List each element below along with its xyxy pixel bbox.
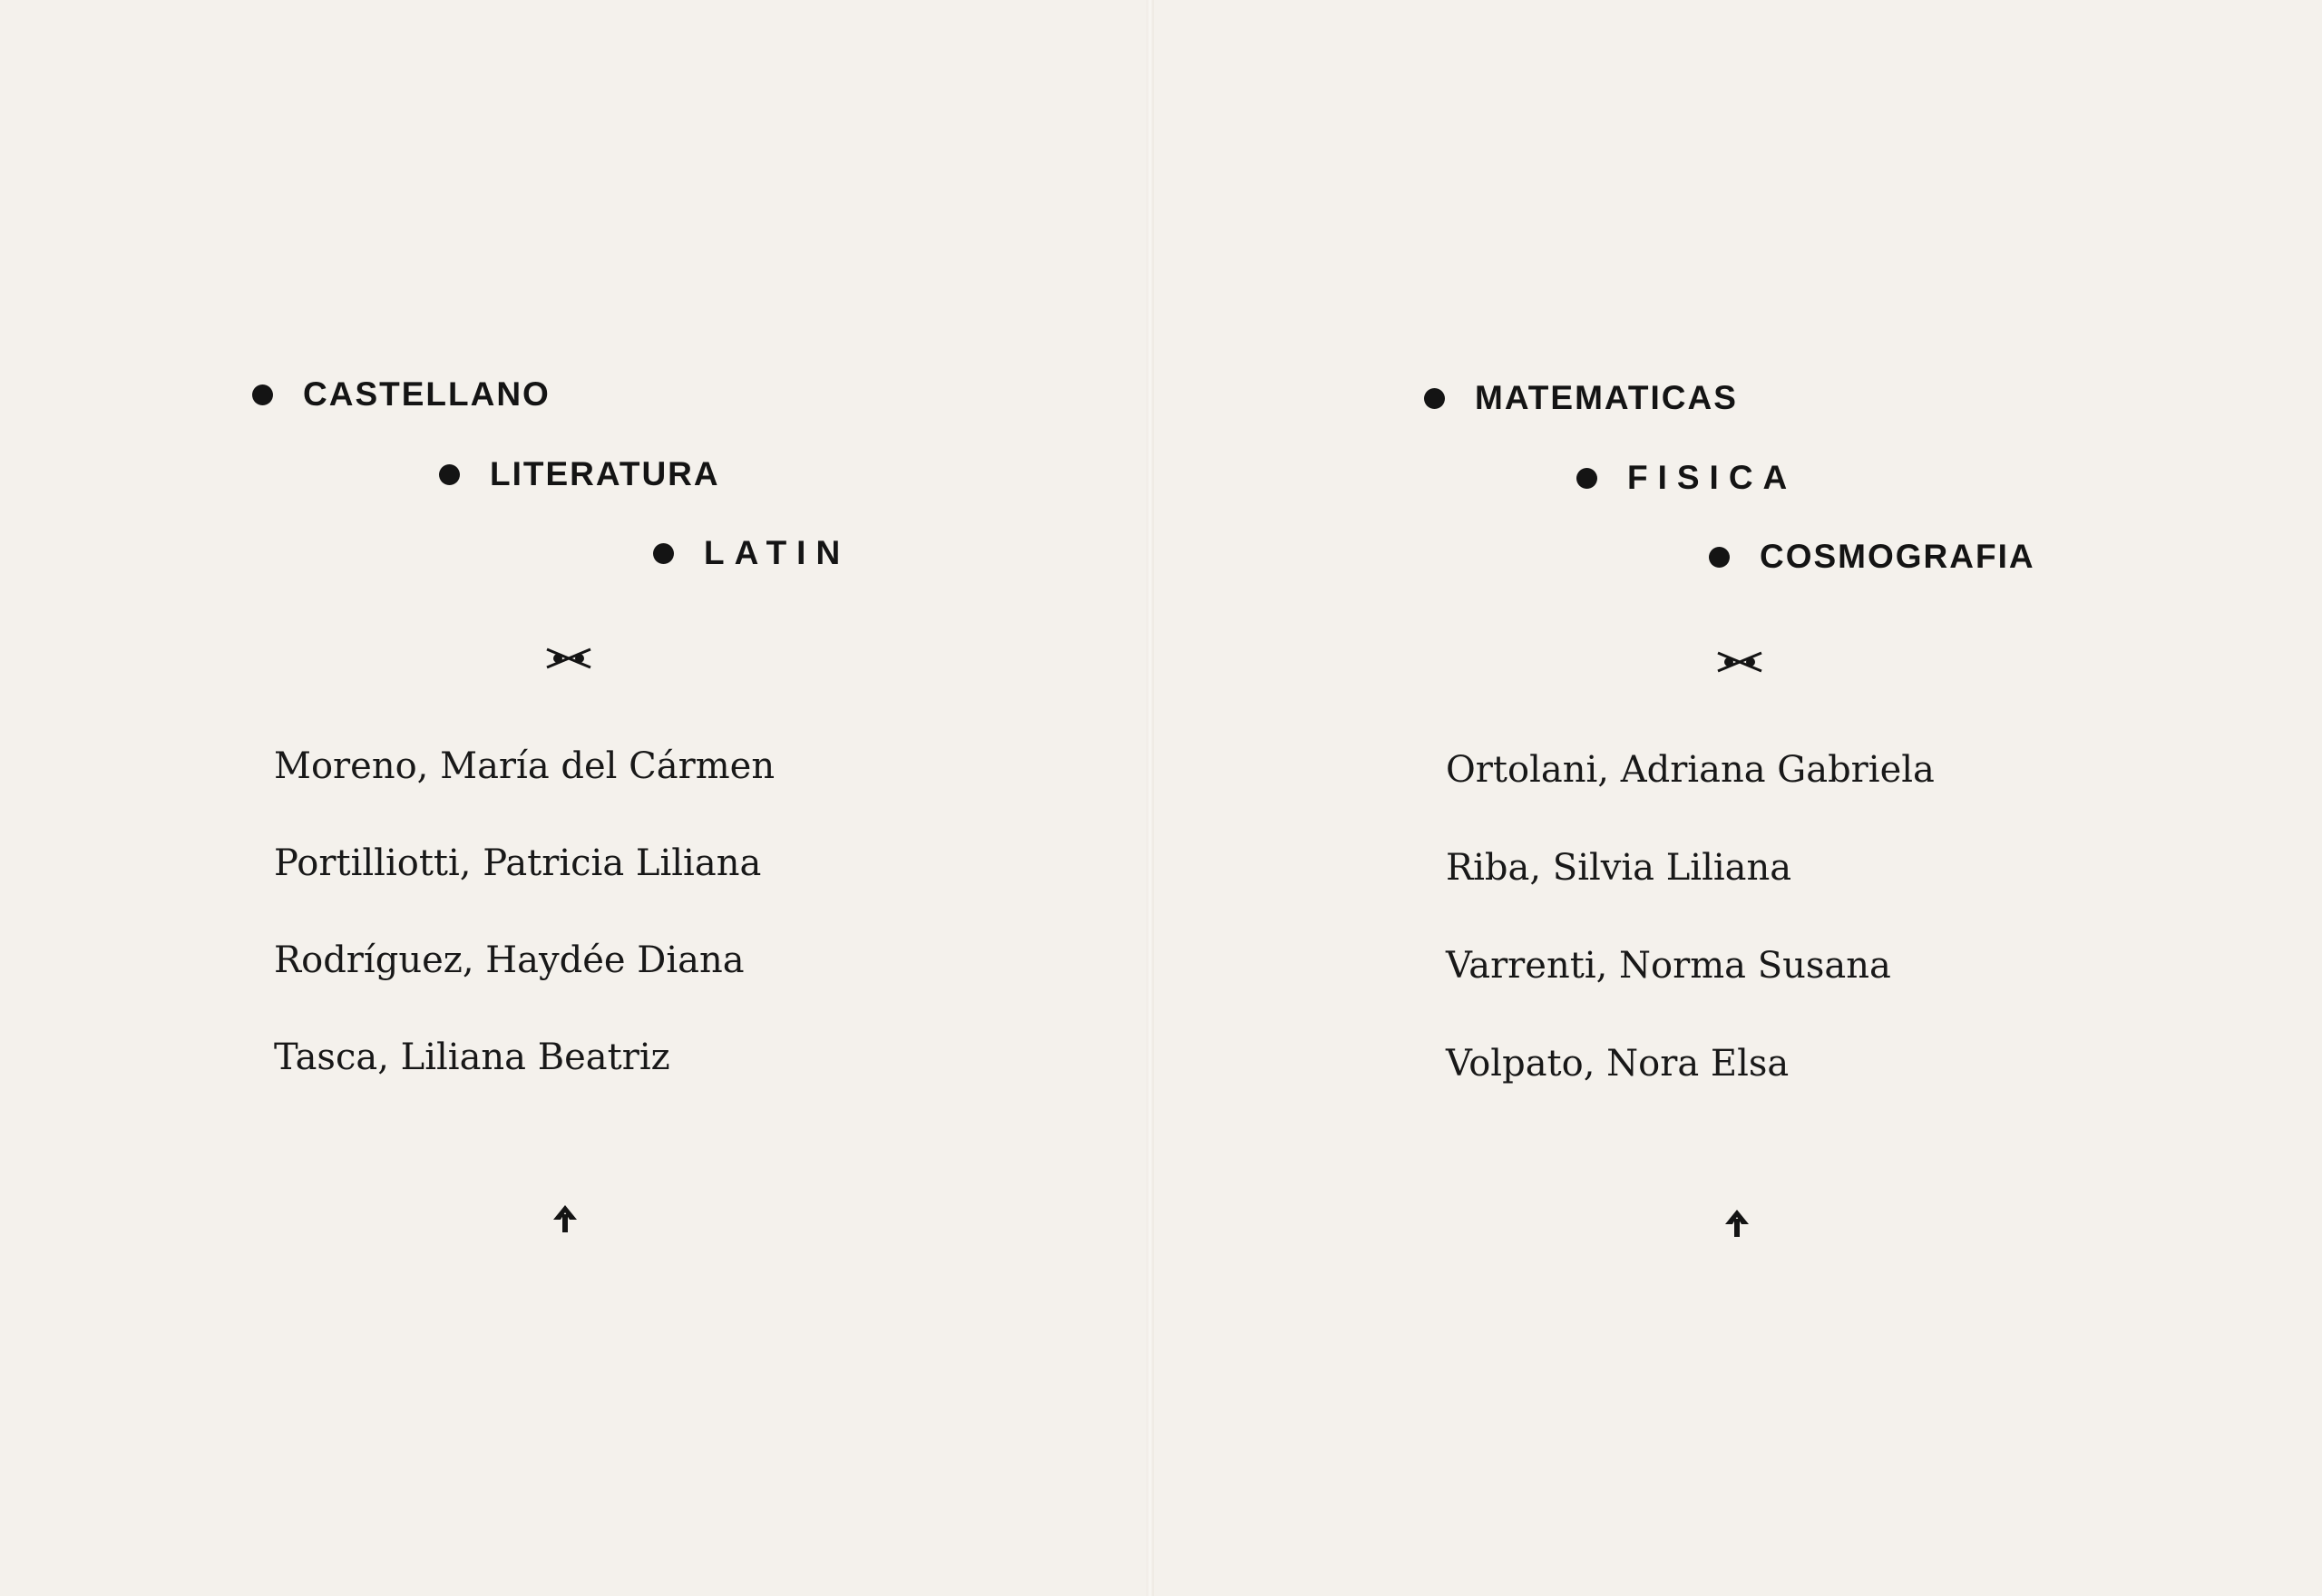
subject-heading [653, 534, 850, 572]
name-entry: Rodríguez, Haydée Diana [274, 939, 745, 981]
right-page [1161, 0, 2322, 1596]
subject-heading [439, 455, 720, 493]
arrow-up-icon [550, 1202, 580, 1236]
subject-heading [252, 375, 551, 414]
bullet-icon [1576, 468, 1597, 489]
bullet-icon [1424, 388, 1445, 409]
subject-label: LATIN [704, 534, 851, 571]
name-entry: Tasca, Liliana Beatriz [274, 1036, 670, 1078]
bullet-icon [1709, 547, 1730, 568]
subject-label: FISICA [1627, 459, 1798, 496]
subject-heading [1709, 538, 2035, 576]
subject-label: COSMOGRAFIA [1760, 538, 2035, 575]
fleuron-icon [541, 640, 596, 676]
subject-label: CASTELLANO [303, 375, 551, 413]
subject-label: LITERATURA [490, 455, 720, 492]
name-entry: Moreno, María del Cármen [274, 745, 776, 787]
bullet-icon [252, 384, 273, 405]
name-entry: Volpato, Nora Elsa [1446, 1043, 1790, 1085]
bullet-icon [653, 543, 674, 564]
name-entry: Ortolani, Adriana Gabriela [1446, 749, 1935, 791]
subject-heading [1424, 379, 1738, 417]
bullet-icon [439, 464, 460, 485]
name-entry: Varrenti, Norma Susana [1446, 945, 1891, 987]
subject-heading [1576, 459, 1797, 497]
name-entry: Portilliotti, Patricia Liliana [274, 842, 762, 884]
fleuron-icon [1712, 644, 1767, 680]
arrow-up-icon [1722, 1206, 1752, 1241]
subject-label: MATEMATICAS [1475, 379, 1738, 416]
name-entry: Riba, Silvia Liliana [1446, 847, 1792, 889]
